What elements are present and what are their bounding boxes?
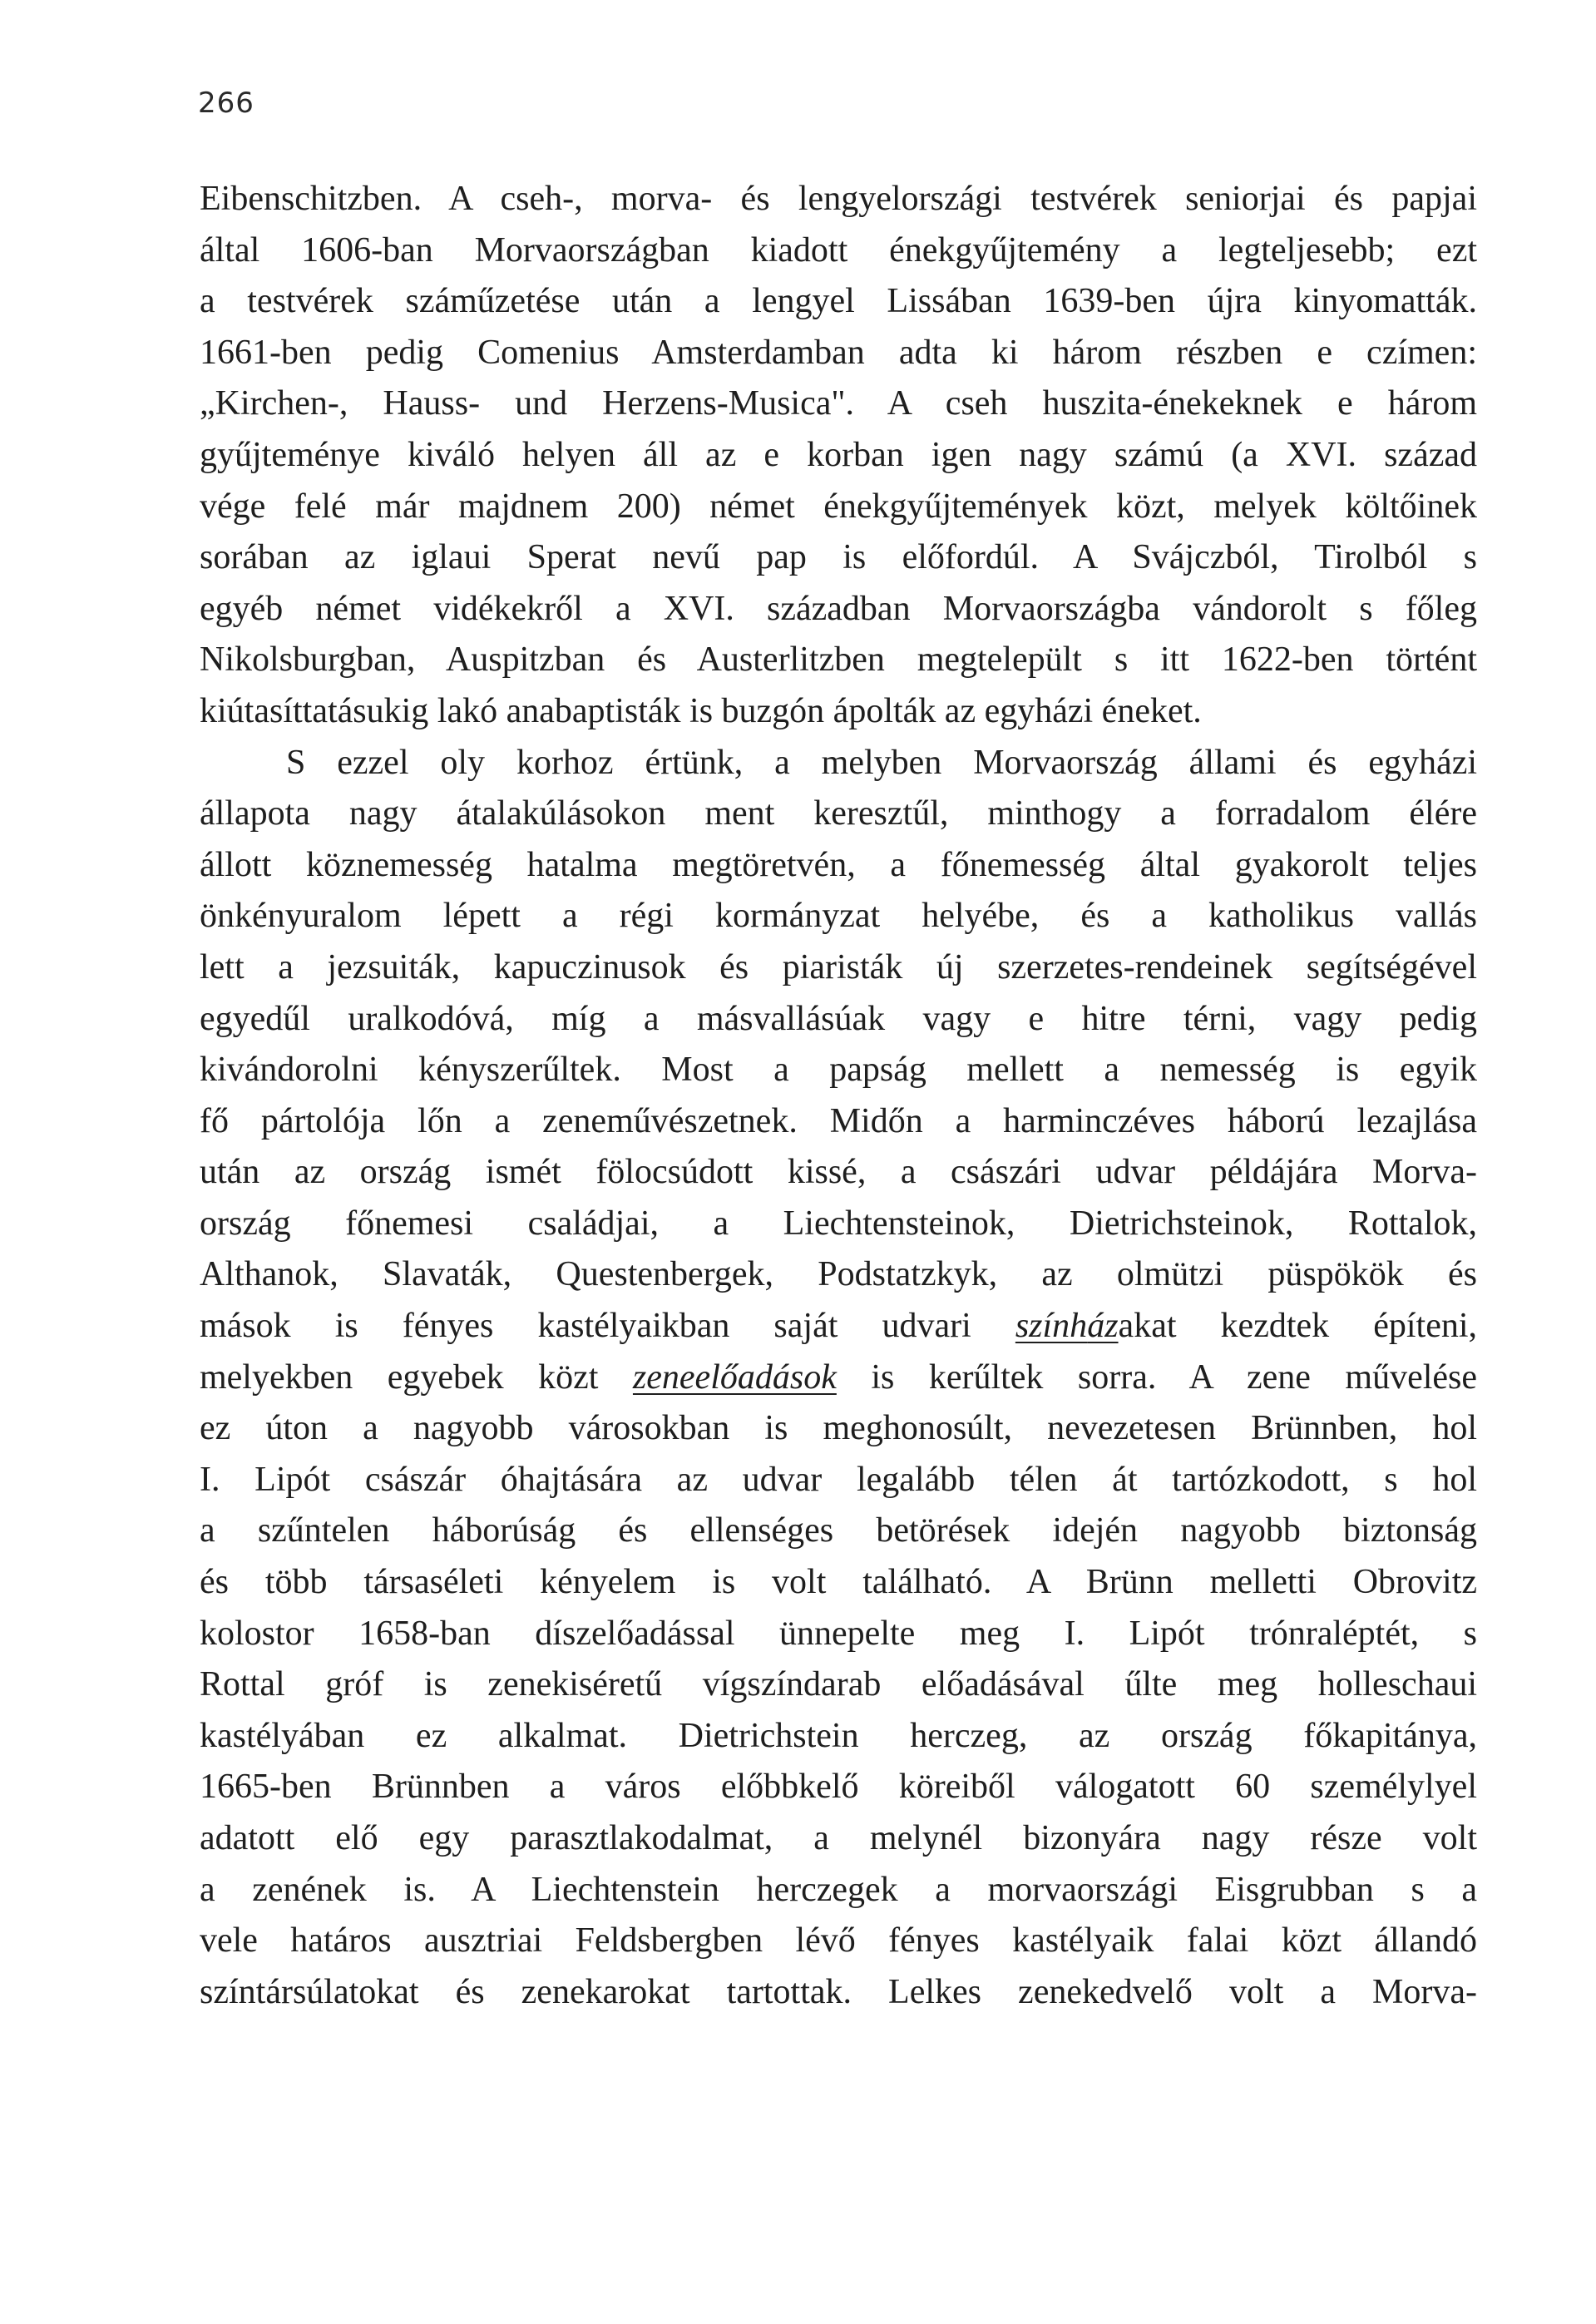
text-line: önkényuralom lépett a régi kormányzat helyébe, és a katholikus vallás [200, 897, 1477, 936]
text-line: I. Lipót császár óhajtására az udvar legalább télen át tartózkodott, s hol [200, 1460, 1477, 1499]
text-line: kastélyában ez alkalmat. Dietrichstein herczeg, az ország főkapitánya, [200, 1716, 1477, 1755]
text-line: által 1606-ban Morvaországban kiadott énekgyűjtemény a legteljesebb; ezt [200, 230, 1477, 269]
line-segment: melyekben egyebek közt [200, 1357, 633, 1397]
text-line: gyűjteménye kiváló helyen áll az e korban igen nagy számú (a XVI. század [200, 435, 1477, 474]
text-line: egyedűl uralkodóvá, míg a másvallásúak vagy e hitre térni, vagy pedig [200, 999, 1477, 1038]
emphasized-part: szính [1015, 1307, 1088, 1346]
line-segment: mások is fényes kastélyaikban saját udvari [200, 1307, 1015, 1346]
emphasized-word [1015, 1307, 1119, 1345]
text-line: Nikolsburgban, Auspitzban és Austerlitzben megtelepült s itt 1622-ben történt [200, 640, 1477, 680]
text-line: a szűntelen háborúság és ellenséges betörések idején nagyobb biztonság [200, 1511, 1477, 1550]
text-line: ország főnemesi családjai, a Liechtensteinok, Dietrichsteinok, Rottalok, [200, 1204, 1477, 1243]
text-line: állott köznemesség hatalma megtöretvén, a főnemesség által gyakorolt teljes [200, 845, 1477, 884]
text-line: adatott elő egy parasztlakodalmat, a melynél bizonyára nagy része volt [200, 1819, 1477, 1857]
text-line: állapota nagy átalakúlásokon ment keresztűl, minthogy a forradalom élére [200, 794, 1477, 833]
text-line: színtársúlatokat és zenekarokat tartottak. Lelkes zenekedvelő volt a Morva- [200, 1972, 1477, 2011]
text-line: és több társaséleti kényelem is volt található. A Brünn melletti Obrovitz [200, 1563, 1477, 1602]
text-line-with-emphasis [200, 1352, 1477, 1404]
text-line: egyéb német vidékekről a XVI. században Morvaországba vándorolt s főleg [200, 589, 1477, 628]
text-line: 1661-ben pedig Comenius Amsterdamban adta ki három részben e czímen: [200, 333, 1477, 372]
text-line: Eibenschitzben. A cseh-, morva- és lengyelországi testvérek seniorjai és papjai [200, 180, 1477, 218]
text-line-paragraph-end: kiútasíttatásukig lakó anabaptisták is buzgón ápolták az egyházi éneket. [200, 691, 1202, 730]
text-line-with-emphasis [200, 1301, 1477, 1352]
body-text [200, 174, 1477, 2018]
text-line: Rottal gróf is zenekiséretű vígszíndarab előadásával űlte meg holleschaui [200, 1665, 1477, 1704]
text-line: 1665-ben Brünnben a város előbbkelő köreiből válogatott 60 személylyel [200, 1768, 1477, 1807]
text-line-paragraph-start: S ezzel oly korhoz értünk, a melyben Morvaország állami és egyházi [286, 743, 1477, 782]
text-line: kolostor 1658-ban díszelőadással ünnepelte meg I. Lipót trónraléptét, s [200, 1614, 1477, 1653]
page-number: 266 [198, 87, 254, 120]
text-line: ez úton a nagyobb városokban is meghonosúlt, nevezetesen Brünnben, hol [200, 1409, 1477, 1448]
text-line: lett a jezsuiták, kapuczinusok és piaristák új szerzetes-rendeinek segítségével [200, 947, 1477, 986]
text-line: a testvérek száműzetése után a lengyel Lissában 1639-ben újra kinyomatták. [200, 282, 1477, 321]
text-line: a zenének is. A Liechtenstein herczegek a morvaországi Eisgrubban s a [200, 1870, 1477, 1909]
emphasized-word: zeneelőadások [632, 1357, 837, 1397]
line-segment: is kerűltek sorra. A zene művelése [836, 1357, 1477, 1397]
line-segment: akat kezdtek építeni, [1118, 1307, 1477, 1346]
text-line: Althanok, Slavaták, Questenbergek, Podstatzkyk, az olmützi püspökök és [200, 1255, 1477, 1294]
text-line: „Kirchen-, Hauss- und Herzens-Musica". A cseh huszita-énekeknek e három [200, 384, 1477, 423]
text-line: sorában az iglaui Sperat nevű pap is előfordúl. A Svájczból, Tirolból s [200, 538, 1477, 577]
text-line: után az ország ismét fölocsúdott kissé, a császári udvar példájára Morva- [200, 1153, 1477, 1192]
text-line: kivándorolni kényszerűltek. Most a papság mellett a nemesség is egyik [200, 1051, 1477, 1090]
text-line: vége felé már majdnem 200) német énekgyűjtemények közt, melyek költőinek [200, 487, 1477, 526]
text-line: fő pártolója lőn a zeneművészetnek. Midőn a harminczéves háború lezajlása [200, 1101, 1477, 1140]
text-line: vele határos ausztriai Feldsbergben lévő fényes kastélyaik falai közt állandó [200, 1921, 1477, 1961]
emphasized-part: áz [1087, 1307, 1119, 1346]
